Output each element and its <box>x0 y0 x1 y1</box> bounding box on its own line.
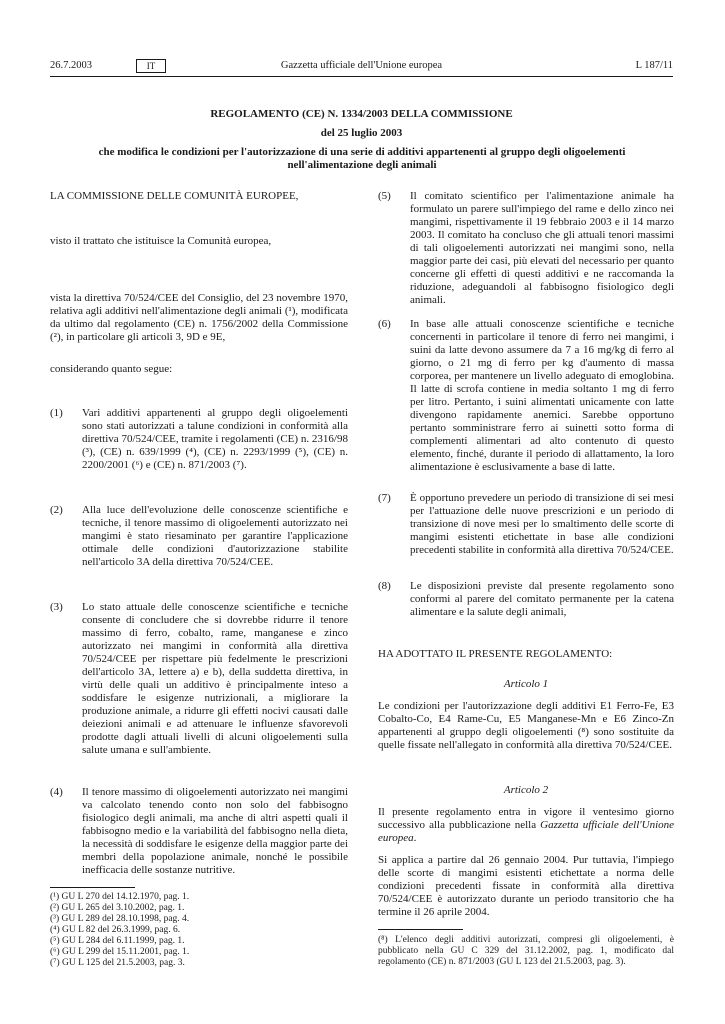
article-2-text-c: . <box>413 832 417 844</box>
footnote-3: (³) GU L 289 del 28.10.1998, pag. 4. <box>50 914 190 924</box>
recital-number: (4) <box>50 786 63 798</box>
preamble-commission: LA COMMISSIONE DELLE COMUNITÀ EUROPEE, <box>50 190 299 202</box>
recital-number: (5) <box>378 190 391 202</box>
recital-number: (7) <box>378 492 391 504</box>
footnote-8 <box>378 935 674 968</box>
article-2-heading: Articolo 2 <box>503 784 549 796</box>
footnote-1: (¹) GU L 270 del 14.12.1970, pag. 1. <box>50 892 190 902</box>
adopted-statement: HA ADOTTATO IL PRESENTE REGOLAMENTO: <box>378 648 613 660</box>
header-rule <box>50 76 673 77</box>
recital-text: Il comitato scientifico per l'alimentazione animale ha formulato un parere sull'impiego del rame e dello zinco nei mangimi, rispettivamente il 19 febbraio 2003 e il 14 marzo 2003. Il comitato ha concluso che gli attuali tenori massimi di tali oligoelementi autorizzati nei mangimi sono, nella maggior parte dei casi, più elevati del necessario per quanto concerne gli effetti di questi additivi e ne raccomanda la riduzione, adeguandoli al fabbisogno fisiologico degli animali. <box>410 190 674 306</box>
recital-text: Lo stato attuale delle conoscenze scientifiche e tecniche consente di concludere che si dovrebbe ridurre il tenore massimo di ferro, cobalto, rame, manganese e zinco autorizzato nei mangimi in conformità alla direttiva 70/524/CEE per rispettare più fedelmente le prescrizioni dell'articolo 3A, lettere a) e b), della suddetta direttiva, in virtù delle quali un additivo è principalmente inteso a soddisfare le esigenze nutrizionali, a migliorare la produzione animale, a ridurre gli effetti nocivi causati dalle deiezioni animali e ad attenuare le influenze sfavorevoli prodotte dagli attuali livelli di alcuni oligoelementi sulla salute umana e sull'ambiente. <box>82 601 348 756</box>
regulation-date: del 25 luglio 2003 <box>320 127 403 139</box>
footnote-6: (⁶) GU L 299 del 15.11.2001, pag. 1. <box>50 947 190 957</box>
preamble-directive: vista la direttiva 70/524/CEE del Consiglio, del 23 novembre 1970, relativa agli additivi nell'alimentazione degli animali (¹), modificata da ultimo dal regolamento (CE) n. 1756/2002 della Commissione (²), in particolare gli articoli 3, 9D e 9E, <box>50 292 348 343</box>
footnote-4: (⁴) GU L 82 del 26.3.1999, pag. 6. <box>50 925 181 935</box>
footnote-7: (⁷) GU L 125 del 21.5.2003, pag. 3. <box>50 958 185 968</box>
page-reference: L 187/11 <box>635 60 673 71</box>
recital-text: Alla luce dell'evoluzione delle conoscenze scientifiche e tecniche, il tenore massimo di oligoelementi autorizzato nei mangimi è stato riesaminato per garantire l'applicazione ottimale delle condizioni d'autorizzazione stabilite nell'articolo 3A della direttiva 70/524/CEE. <box>82 504 348 568</box>
article-1-heading: Articolo 1 <box>503 678 549 690</box>
footnote-5: (⁵) GU L 284 del 6.11.1999, pag. 1. <box>50 936 185 946</box>
preamble-treaty: visto il trattato che istituisce la Comunità europea, <box>50 235 272 247</box>
recital-number: (8) <box>378 580 391 592</box>
journal-title: Gazzetta ufficiale dell'Unione europea <box>280 60 443 71</box>
footnote-rule <box>50 887 135 888</box>
article-2-text-a: Il presente regolamento entra in vigore il ventesimo giorno successivo alla pubblicazione nella <box>378 806 674 831</box>
article-2-journal-ref: Gazzetta ufficiale dell'Unione europea <box>378 819 675 844</box>
recital-text: Il tenore massimo di oligoelementi autorizzato nei mangimi va calcolato tenendo conto non solo del fabbisogno fisiologico degli animali, ma anche di altri aspetti quali il fabbisogno medio e la variabilità del fabbisogno nella dieta, la necessità di soddisfare le esigenze della maggior parte dei membri della popolazione animale, nonché le possibile inefficacia delle sostanze nutritive. <box>82 786 348 876</box>
recital-text: Le disposizioni previste dal presente regolamento sono conformi al parere del comitato permanente per la catena alimentare e la salute degli animali, <box>410 580 674 618</box>
language-code-box: IT <box>136 59 166 73</box>
recital-text: In base alle attuali conoscenze scientifiche e tecniche concernenti in particolare il tenore di ferro nei mangimi, i suini da latte devono assumere da 7 a 16 mg/kg di ferro al giorno, o 21 mg di ferro per kg d'aumento di massa corporea, per mantenere un livello adeguato di emoglobina. Il latte di scrofa contiene in media soltanto 1 mg di ferro per litro. Pertanto, i suini alimentati unicamente con latte divengono rapidamente anemici. Sarebbe opportuno pertanto somministrare ferro ai suinetti sotto forma di complementi alimentari ad alto contenuto di questo elemento, finché, durante il periodo di allattamento, la loro alimentazione è esclusivamente a base di latte. <box>410 318 674 473</box>
recital-number: (2) <box>50 504 63 516</box>
footnote-rule <box>378 929 463 930</box>
footnote-8-text: (⁸) L'elenco degli additivi autorizzati, compresi gli oligoelementi, è pubblicato nella GU C 329 del 31.12.2002, pag. 1, modificato dal regolamento (CE) n. 871/2003 (GU L 123 del 21.5.2003, pag. 3). <box>378 935 674 967</box>
recital-number: (1) <box>50 407 63 419</box>
regulation-title: REGOLAMENTO (CE) N. 1334/2003 DELLA COMMISSIONE <box>210 108 513 120</box>
footnotes-left <box>50 892 189 969</box>
recital-number: (3) <box>50 601 63 613</box>
header-date: 26.7.2003 <box>50 60 92 71</box>
article-1-text: Le condizioni per l'autorizzazione degli additivi E1 Ferro-Fe, E3 Cobalto-Co, E4 Rame-Cu, E5 Manganese-Mn e E6 Zinco-Zn appartenenti al gruppo degli oligoelementi (⁸) sono sostituite da quelle fissate nell'allegato in conformità alla direttiva 70/524/CEE. <box>378 700 674 751</box>
regulation-subject: che modifica le condizioni per l'autorizzazione di una serie di additivi appartenenti al gruppo degli oligoelementi nell'alimentazione degli animali <box>98 146 626 171</box>
footnote-2: (²) GU L 265 del 3.10.2002, pag. 1. <box>50 903 185 913</box>
preamble-whereas: considerando quanto segue: <box>50 363 173 375</box>
recital-number: (6) <box>378 318 391 330</box>
recital-text: È opportuno prevedere un periodo di transizione di sei mesi per l'attuazione delle nuove prescrizioni e un periodo di transizione di nove mesi per lo smaltimento delle scorte di mangimi esistenti etichettate in base alle condizioni precedenti stabilite in conformità alla direttiva 70/524/CEE. <box>410 492 674 556</box>
article-2-text <box>378 806 674 845</box>
article-2-application: Si applica a partire dal 26 gennaio 2004. Pur tuttavia, l'impiego delle scorte di mangimi esistenti etichettate a norma delle condizioni precedenti fissate in conformità alla direttiva 70/524/CEE è autorizzato durante un periodo transitorio che ha termine il 26 aprile 2004. <box>378 854 674 918</box>
recital-text: Vari additivi appartenenti al gruppo degli oligoelementi sono stati autorizzati a talune condizioni in conformità alla direttiva 70/524/CEE, tramite i regolamenti (CE) n. 2316/98 (³), (CE) n. 639/1999 (⁴), (CE) n. 2293/1999 (⁵), (CE) n. 2200/2001 (⁶) e (CE) n. 871/2003 (⁷). <box>82 407 348 471</box>
